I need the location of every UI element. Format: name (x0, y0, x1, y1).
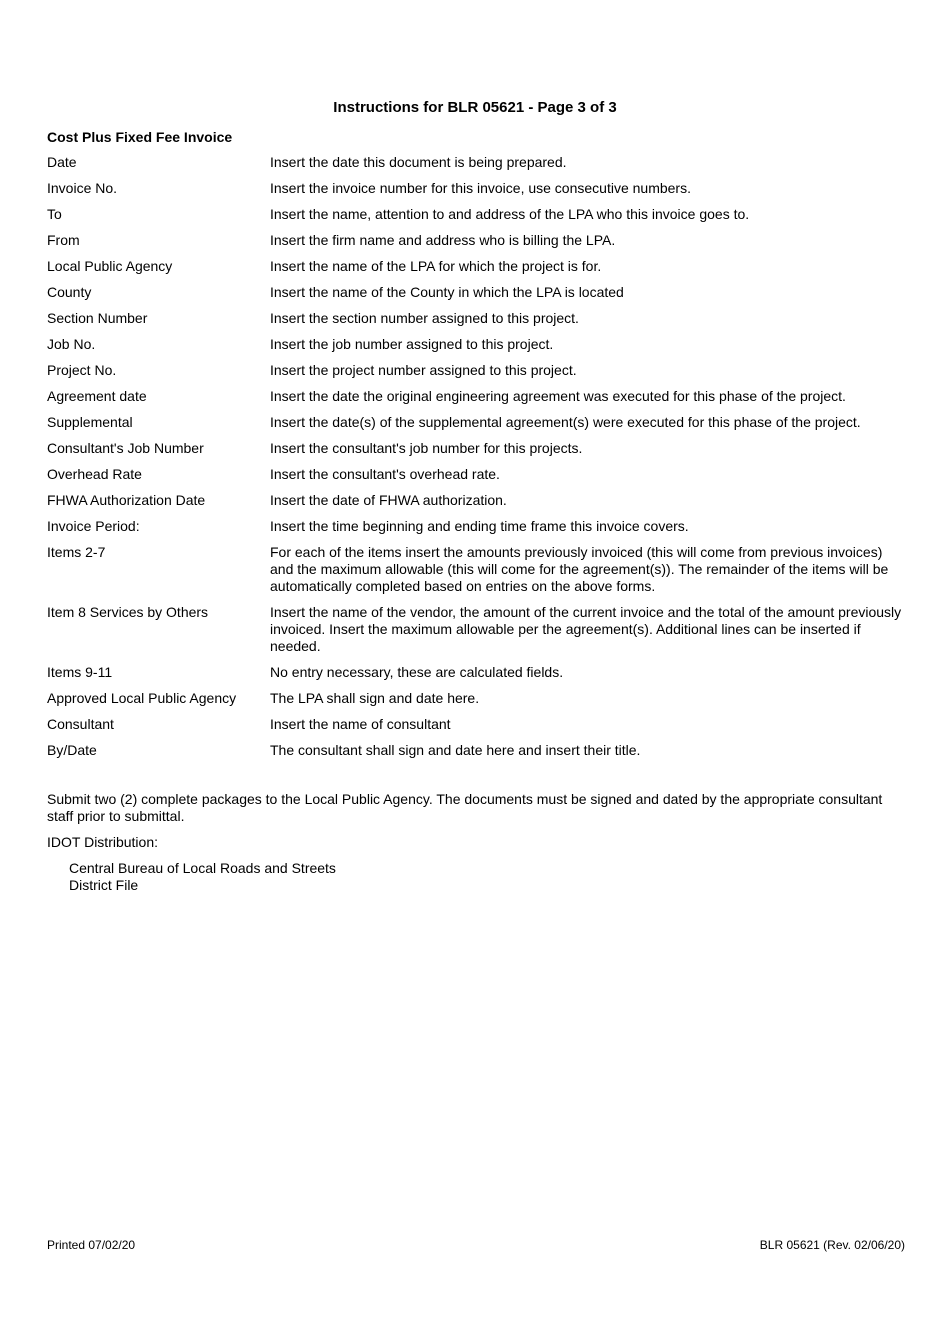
row-description: Insert the invoice number for this invoice, use consecutive numbers. (270, 180, 691, 196)
distribution-item: District File (69, 877, 139, 893)
instruction-row-overhead-rate (47, 466, 907, 483)
instruction-row-by-date (47, 742, 907, 759)
row-label: FHWA Authorization Date (47, 492, 206, 508)
row-label: Consultant's Job Number (47, 440, 204, 456)
row-label: County (47, 284, 92, 300)
row-description: No entry necessary, these are calculated fields. (270, 664, 564, 680)
instruction-row-job-no (47, 336, 907, 353)
instruction-row-consultant-job-number (47, 440, 907, 457)
instruction-row-from (47, 232, 907, 249)
instruction-row-section-number (47, 310, 907, 327)
row-description: Insert the time beginning and ending time frame this invoice covers. (270, 518, 689, 534)
instruction-row-consultant (47, 716, 907, 733)
instruction-row-invoice-no (47, 180, 907, 197)
row-label: Item 8 Services by Others (47, 604, 209, 620)
row-description: Insert the name of the LPA for which the project is for. (270, 258, 602, 274)
row-label: Items 9-11 (47, 664, 113, 680)
instruction-row-local-public-agency (47, 258, 907, 275)
row-description: The consultant shall sign and date here and insert their title. (270, 742, 641, 758)
instruction-row-fhwa-authorization-date (47, 492, 907, 509)
row-description: The LPA shall sign and date here. (270, 690, 480, 706)
row-description: For each of the items insert the amounts previously invoiced (this will come from previous invoices) and the maximum allowable (this will come for the agreement(s)). The remainder of the items will be automatically completed based on entries on the above forms. (270, 544, 889, 594)
submit-instructions: Submit two (2) complete packages to the Local Public Agency. The documents must be signed and dated by the appropriate consultant staff prior to submittal. (47, 791, 883, 824)
row-description: Insert the name of the vendor, the amount of the current invoice and the total of the amount previously invoiced. Insert the maximum allowable per the agreement(s). Additional lines can be inserted if needed. (270, 604, 902, 654)
row-label: From (47, 232, 80, 248)
row-description: Insert the section number assigned to this project. (270, 310, 579, 326)
row-description: Insert the name, attention to and address of the LPA who this invoice goes to. (270, 206, 750, 222)
instruction-row-items-9-11 (47, 664, 907, 681)
row-label: Approved Local Public Agency (47, 690, 237, 706)
row-label: Consultant (47, 716, 114, 732)
row-description: Insert the firm name and address who is billing the LPA. (270, 232, 616, 248)
row-description: Insert the name of the County in which the LPA is located (270, 284, 624, 300)
row-description: Insert the date of FHWA authorization. (270, 492, 507, 508)
instruction-row-date (47, 154, 907, 171)
page-title: Instructions for BLR 05621 - Page 3 of 3 (333, 99, 617, 116)
row-label: Supplemental (47, 414, 133, 430)
row-description: Insert the consultant's job number for this projects. (270, 440, 583, 456)
distribution-list (69, 860, 336, 894)
row-description: Insert the date(s) of the supplemental agreement(s) were executed for this phase of the project. (270, 414, 861, 430)
row-label: Agreement date (47, 388, 147, 404)
printed-date: Printed 07/02/20 (47, 1238, 136, 1252)
instruction-row-item-8 (47, 604, 907, 655)
row-label: Invoice Period: (47, 518, 140, 534)
row-label: Items 2-7 (47, 544, 106, 560)
instruction-table (47, 154, 907, 768)
row-label: Section Number (47, 310, 148, 326)
row-label: Project No. (47, 362, 117, 378)
form-id: BLR 05621 (Rev. 02/06/20) (759, 1238, 905, 1252)
instruction-row-project-no (47, 362, 907, 379)
row-label: Date (47, 154, 77, 170)
instruction-row-agreement-date (47, 388, 907, 405)
row-label: To (47, 206, 62, 222)
row-label: Invoice No. (47, 180, 118, 196)
distribution-item: Central Bureau of Local Roads and Streets (69, 860, 336, 876)
instruction-row-to (47, 206, 907, 223)
instruction-row-county (47, 284, 907, 301)
section-heading: Cost Plus Fixed Fee Invoice (47, 129, 233, 145)
row-description: Insert the name of consultant (270, 716, 451, 732)
instruction-row-supplemental (47, 414, 907, 431)
row-description: Insert the project number assigned to this project. (270, 362, 577, 378)
row-label: Overhead Rate (47, 466, 142, 482)
instruction-row-approved-lpa (47, 690, 907, 707)
row-label: Job No. (47, 336, 96, 352)
row-label: Local Public Agency (47, 258, 173, 274)
row-description: Insert the date this document is being prepared. (270, 154, 567, 170)
row-description: Insert the consultant's overhead rate. (270, 466, 500, 482)
instruction-row-items-2-7 (47, 544, 907, 595)
distribution-label: IDOT Distribution: (47, 834, 158, 850)
instruction-row-invoice-period (47, 518, 907, 535)
row-label: By/Date (47, 742, 97, 758)
row-description: Insert the job number assigned to this project. (270, 336, 554, 352)
row-description: Insert the date the original engineering agreement was executed for this phase of the project. (270, 388, 846, 404)
